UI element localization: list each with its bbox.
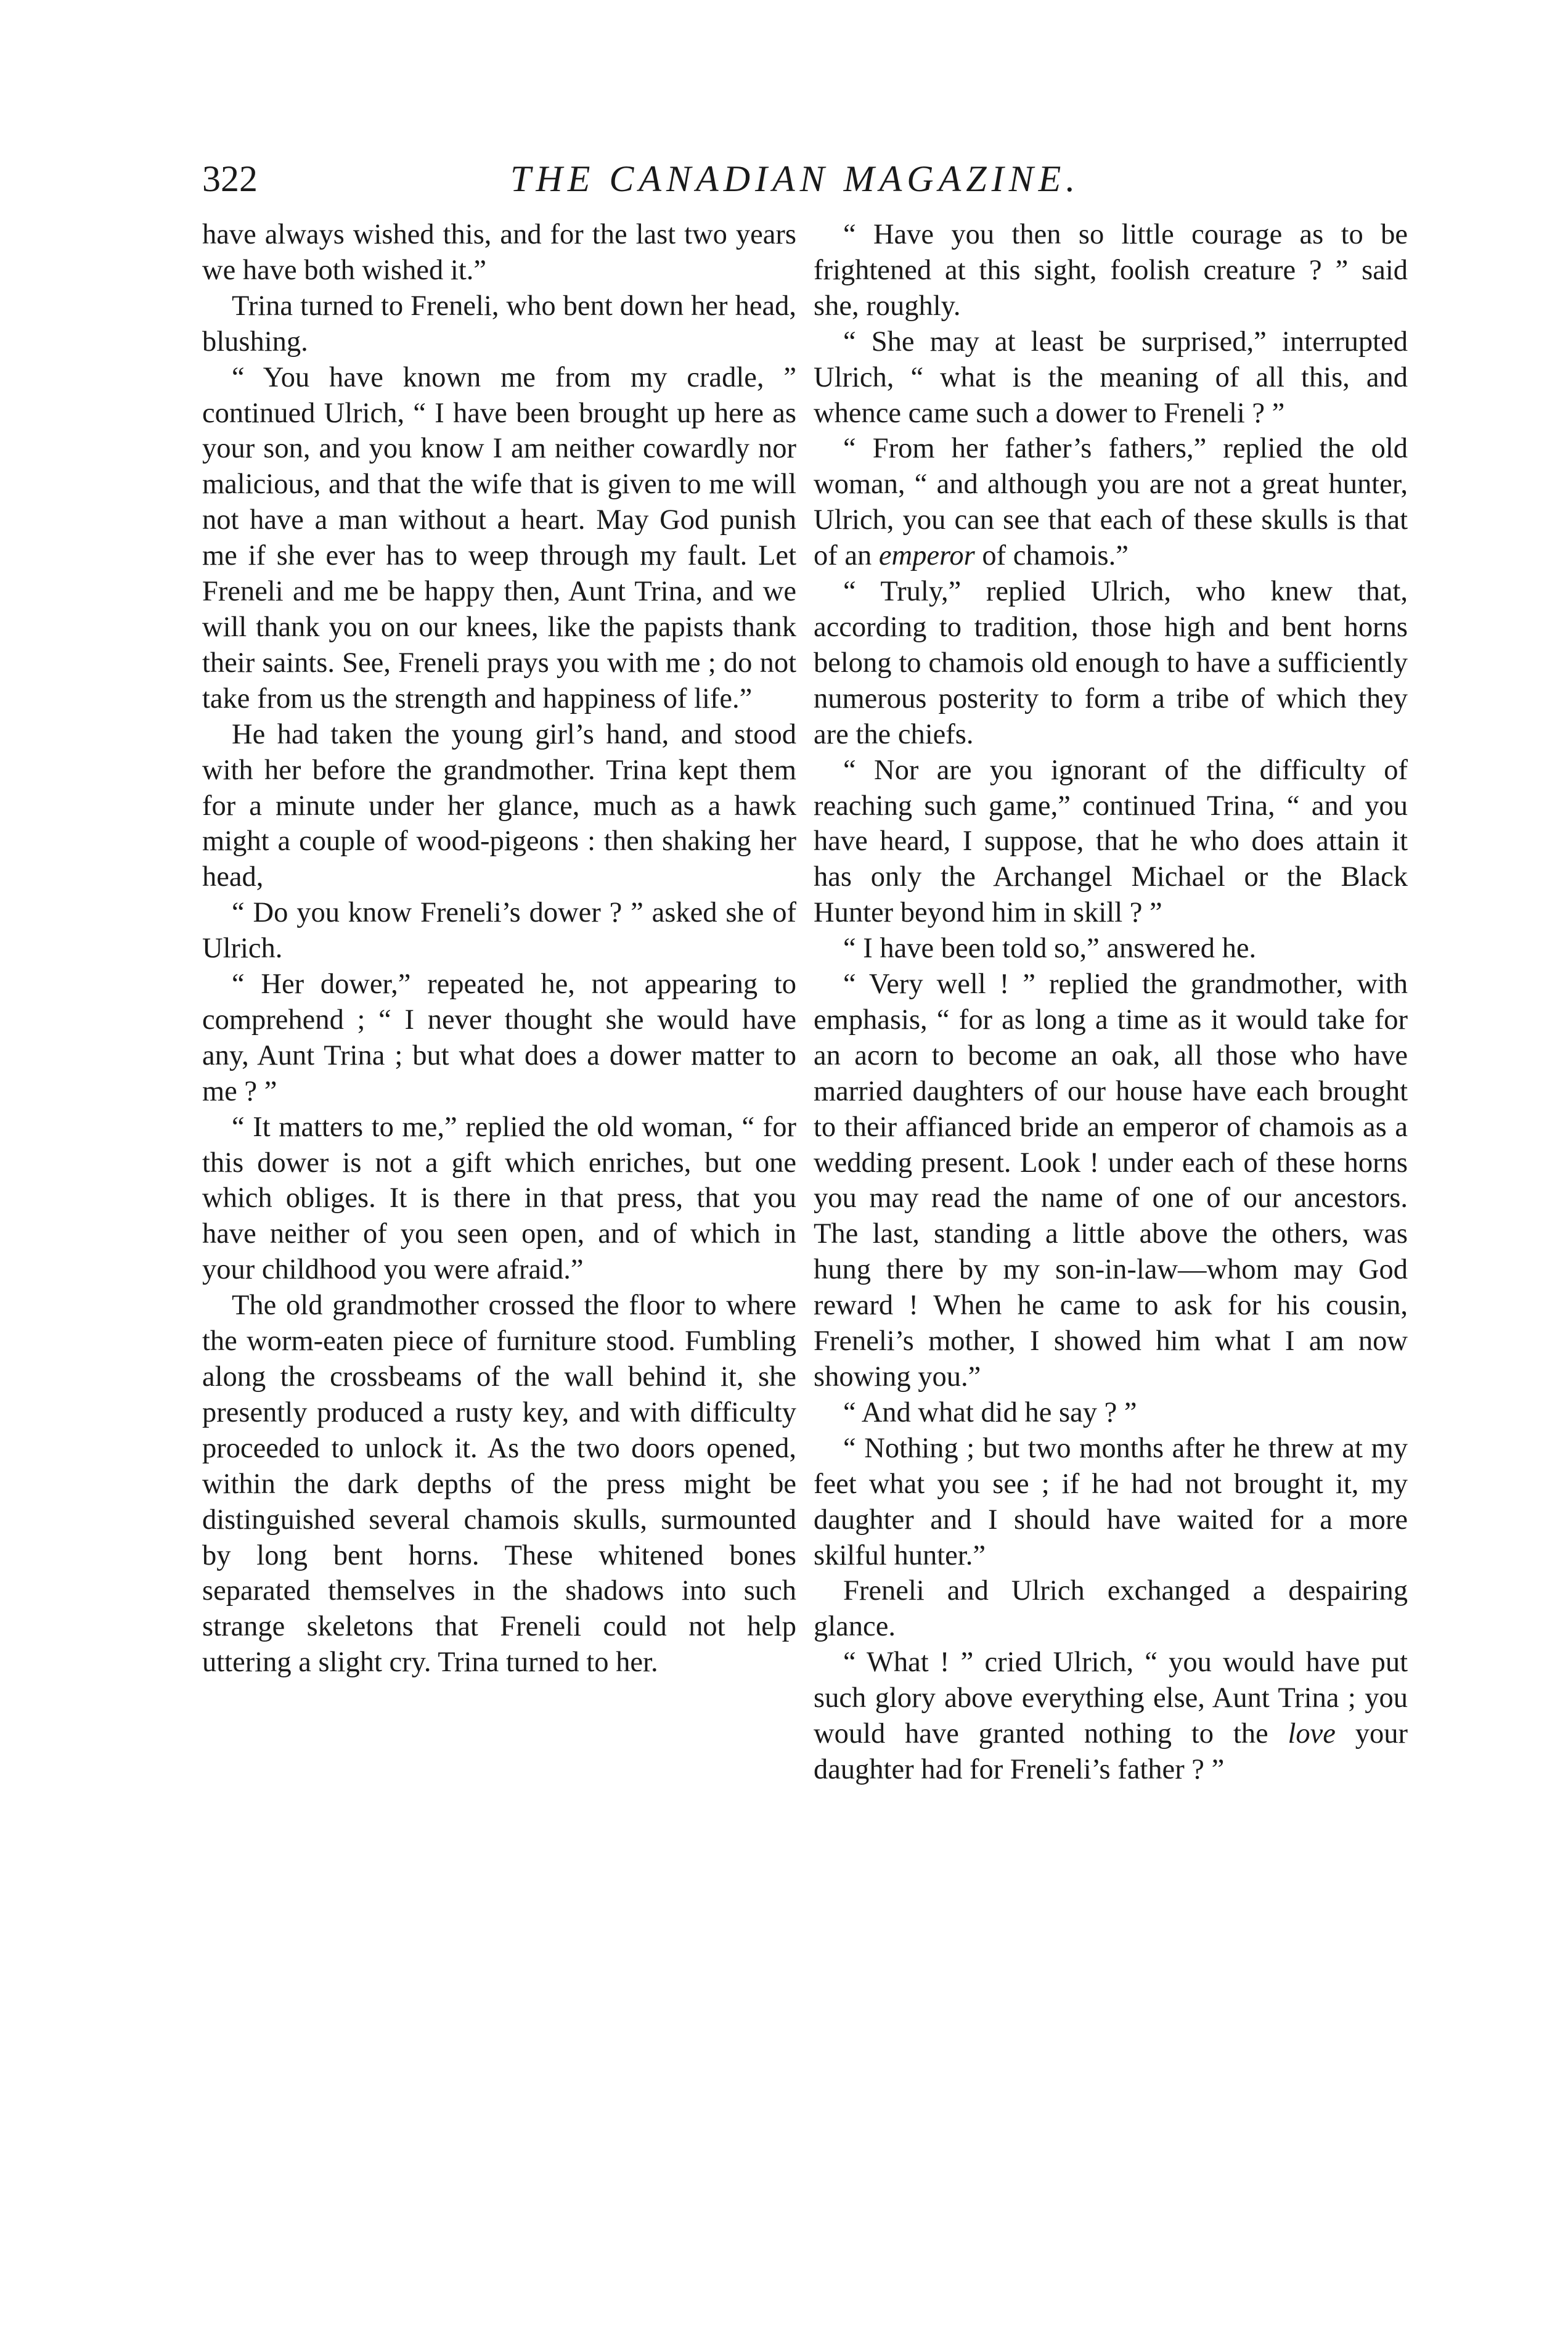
paragraph: “ Do you know Freneli’s dower ? ” asked she of Ulrich.: [202, 897, 796, 965]
text-run: “ From her father’s fathers,” replied the old woman, “ and although you are not a great hunter, Ulrich, you can see that each of these skulls is that of an: [814, 433, 1408, 572]
text-run: your daughter had for Freneli’s father ? ”: [814, 1718, 1408, 1785]
page-header: [202, 154, 1201, 210]
text-run: of chamois.”: [982, 540, 1129, 572]
italic-word: emperor: [878, 540, 975, 572]
paragraph: “ Truly,” replied Ulrich, who knew that, according to tradition, those high and bent horns belong to chamois old enough to have a sufficiently numerous posterity to form a tribe of which they are the chiefs.: [814, 576, 1408, 750]
paragraph: Trina turned to Freneli, who bent down her head, blushing.: [202, 290, 796, 358]
running-head: THE CANADIAN MAGAZINE.: [510, 158, 1080, 199]
paragraph: “ Nothing ; but two months after he threw at my feet what you see ; if he had not brought it, my daughter and I should have waited for a more skilful hunter.”: [814, 1432, 1408, 1571]
paragraph: “ And what did he say ? ”: [843, 1396, 1137, 1428]
paragraph: [814, 1645, 1408, 1788]
paragraph: “ Her dower,” repeated he, not appearing to comprehend ; “ I never thought she would have any, Aunt Trina ; but what does a dower matter to me ? ”: [202, 968, 796, 1107]
paragraph: The old grandmother crossed the floor to where the worm-eaten piece of furniture stood. Fumbling along the crossbeams of the wall behind it, she presently produced a rusty key, and with difficulty proceeded to unlock it. As the two doors opened, within the dark depths of the press might be distinguished several chamois skulls, surmounted by long bent horns. These whitened bones separated themselves in the shadows into such strange skeletons that Freneli could not help uttering a slight cry. Trina turned to her.: [202, 1290, 796, 1679]
italic-word: love: [1288, 1718, 1336, 1750]
paragraph: “ Nor are you ignorant of the difficulty of reaching such game,” continued Trina, “ and you have heard, I suppose, that he who does attain it has only the Archangel Michael or the Black Hunter beyond him in skill ? ”: [814, 754, 1408, 929]
paragraph: “ Have you then so little courage as to be frightened at this sight, foolish creature ? ” said she, roughly.: [814, 219, 1408, 322]
paragraph: have always wished this, and for the last two years we have both wished it.”: [202, 219, 796, 286]
right-column: [814, 217, 1408, 1788]
left-column: [202, 217, 796, 1680]
paragraph: “ I have been told so,” answered he.: [843, 933, 1257, 965]
paragraph: [814, 431, 1408, 574]
paragraph: “ You have known me from my cradle, ” continued Ulrich, “ I have been brought up here as your son, and you know I am neither cowardly nor malicious, and that the wife that is given to me will not have a man without a heart. May God punish me if she ever has to weep through my fault. Let Freneli and me be happy then, Aunt Trina, and we will thank you on our knees, like the papists thank their saints. See, Freneli prays you with me ; do not take from us the strength and happiness of life.”: [202, 361, 796, 714]
paragraph: He had taken the young girl’s hand, and stood with her before the grandmother. Trina kept them for a minute under her glance, much as a hawk might a couple of wood-pigeons : then shaking her head,: [202, 718, 796, 893]
text-run: “ What ! ” cried Ulrich, “ you would have put such glory above everything else, Aunt Trina ; you would have granted nothing to the: [814, 1647, 1408, 1750]
page-number: 322: [202, 158, 258, 199]
paragraph: “ She may at least be surprised,” interrupted Ulrich, “ what is the meaning of all this, and whence came such a dower to Freneli ? ”: [814, 325, 1408, 429]
paragraph: “ Very well ! ” replied the grandmother, with emphasis, “ for as long a time as it would take for an acorn to become an oak, all those who have married daughters of our house have each brought to their affianced bride an emperor of chamois as a wedding present. Look ! under each of these horns you may read the name of one of our ancestors. The last, standing a little above the others, was hung there by my son-in-law—whom may God reward ! When he came to ask for his cousin, Freneli’s mother, I showed him what I am now showing you.”: [814, 968, 1408, 1393]
paragraph: “ It matters to me,” replied the old woman, “ for this dower is not a gift which enriches, but one which obliges. It is there in that press, that you have neither of you seen open, and of which in your childhood you were afraid.”: [202, 1111, 796, 1286]
paragraph: Freneli and Ulrich exchanged a despairing glance.: [814, 1575, 1408, 1643]
